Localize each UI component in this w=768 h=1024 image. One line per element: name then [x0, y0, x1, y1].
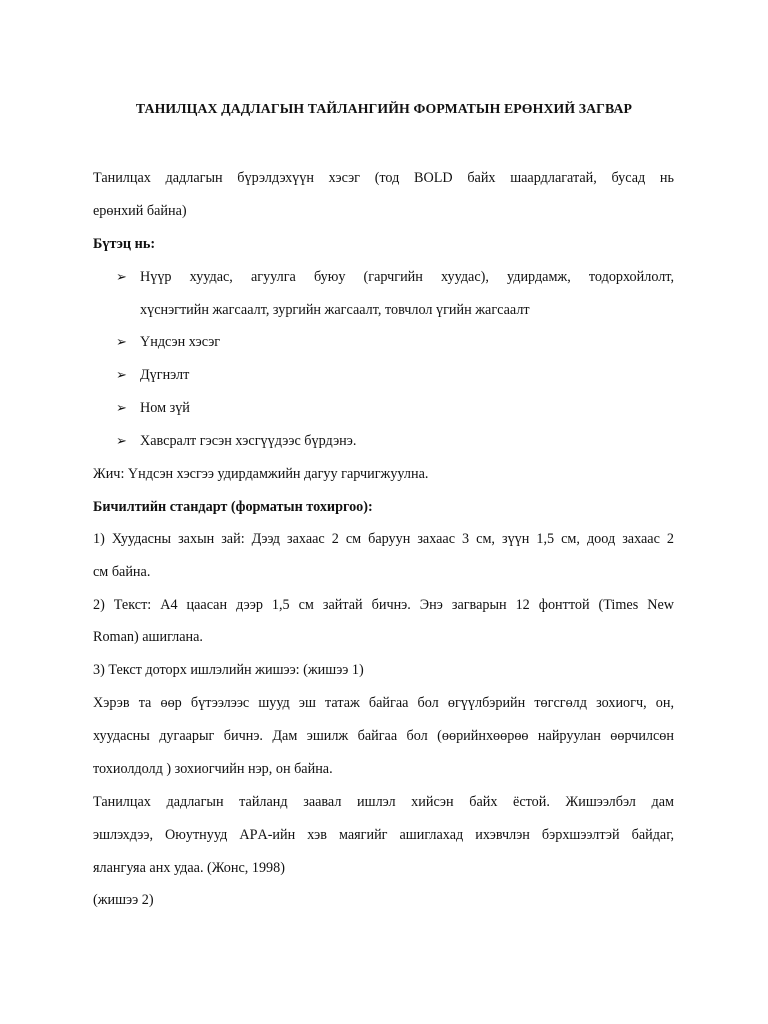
para-1-line-2: хуудасны дугаарыг бичнэ. Дам эшилж байгаа бол (өөрийнхөөрөө найруулан өөрчилсөн [93, 728, 674, 744]
bullet-item-4: Ном зүй [140, 400, 190, 416]
item-1-line-2: см байна. [93, 564, 151, 580]
item-2-line-2: Roman) ашиглана. [93, 629, 203, 645]
para-2-line-1: Танилцах дадлагын тайланд заавал ишлэл хийсэн байх ёстой. Жишээлбэл дам [93, 794, 674, 810]
note-text: Жич: Үндсэн хэсгээ удирдамжийн дагуу гарчигжуулна. [93, 466, 429, 482]
bullet-arrow-icon: ➢ [116, 334, 127, 349]
bullet-item-2: Үндсэн хэсэг [140, 334, 221, 350]
item-2-line-1: 2) Текст: А4 цаасан дээр 1,5 см зайтай бичнэ. Энэ загварын 12 фонттой (Times New [93, 597, 674, 613]
structure-heading: Бүтэц нь: [93, 236, 156, 252]
intro-line-1: Танилцах дадлагын бүрэлдэхүүн хэсэг (тод BOLD байх шаардлагатай, бусад нь [93, 170, 674, 186]
bullet-item-5: Хавсралт гэсэн хэсгүүдээс бүрдэнэ. [140, 433, 357, 449]
item-1-line-1: 1) Хуудасны захын зай: Дээд захаас 2 см баруун захаас 3 см, зүүн 1,5 см, доод захаас 2 [93, 531, 674, 547]
bullet-arrow-icon: ➢ [116, 269, 127, 284]
bullet-item-1-line-2: хүснэгтийн жагсаалт, зургийн жагсаалт, товчлол үгийн жагсаалт [140, 302, 530, 318]
para-1-line-1: Хэрэв та өөр бүтээлээс шууд эш татаж байгаа бол өгүүлбэрийн төгсгөлд зохиогч, он, [93, 695, 674, 711]
bullet-item-1-line-1: Нүүр хуудас, агуулга буюу (гарчгийн хуудас), удирдамж, тодорхойлолт, [140, 269, 674, 285]
para-1-line-3: тохиолдолд ) зохиогчийн нэр, он байна. [93, 761, 333, 777]
bullet-item-3: Дүгнэлт [140, 367, 190, 383]
example-2-label: (жишээ 2) [93, 892, 154, 908]
bullet-arrow-icon: ➢ [116, 367, 127, 382]
bullet-arrow-icon: ➢ [116, 400, 127, 415]
para-2-line-2: эшлэхдээ, Оюутнууд АPА-ийн хэв маягийг ашиглахад ихэвчлэн бэрхшээлтэй байдаг, [93, 827, 674, 843]
standard-heading: Бичилтийн стандарт (форматын тохиргоо): [93, 499, 373, 515]
item-3: 3) Текст доторх ишлэлийн жишээ: (жишээ 1) [93, 662, 364, 678]
intro-line-2: ерөнхий байна) [93, 203, 187, 219]
document-title: ТАНИЛЦАХ ДАДЛАГЫН ТАЙЛАНГИЙН ФОРМАТЫН ЕРӨНХИЙ ЗАГВАР [135, 101, 633, 116]
bullet-arrow-icon: ➢ [116, 433, 127, 448]
para-2-line-3: ялангуяа анх удаа. (Жонс, 1998) [93, 860, 285, 876]
